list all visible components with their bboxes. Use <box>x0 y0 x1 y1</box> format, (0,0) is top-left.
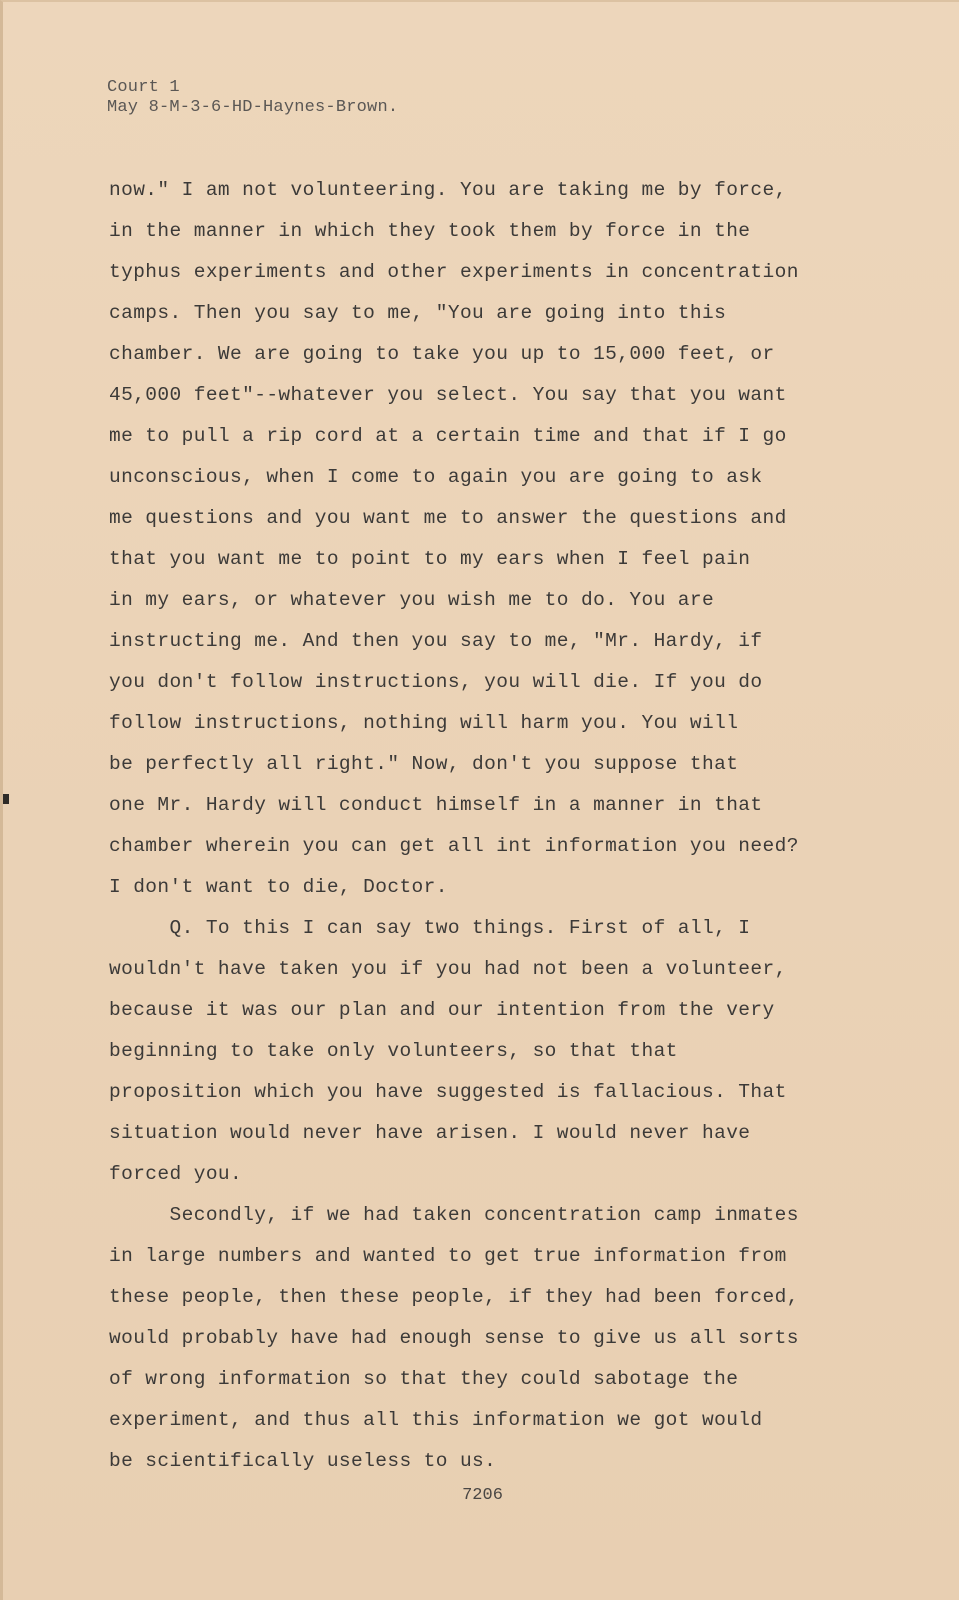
transcript-line: camps. Then you say to me, "You are going into this <box>109 302 727 324</box>
transcript-line: 45,000 feet"--whatever you select. You say that you want <box>109 384 787 406</box>
session-code: May 8-M-3-6-HD-Haynes-Brown. <box>107 98 399 117</box>
transcript-line: typhus experiments and other experiments in concentration <box>109 261 799 283</box>
transcript-line: one Mr. Hardy will conduct himself in a manner in that <box>109 794 763 816</box>
transcript-line: follow instructions, nothing will harm you. You will <box>109 712 739 734</box>
transcript-line: these people, then these people, if they had been forced, <box>109 1286 799 1308</box>
transcript-line: unconscious, when I come to again you are going to ask <box>109 466 763 488</box>
transcript-line: in the manner in which they took them by force in the <box>109 220 751 242</box>
transcript-line: be scientifically useless to us. <box>109 1450 497 1472</box>
transcript-line: situation would never have arisen. I would never have <box>109 1122 751 1144</box>
transcript-line: be perfectly all right." Now, don't you suppose that <box>109 753 739 775</box>
transcript-line: beginning to take only volunteers, so that that <box>109 1040 678 1062</box>
transcript-line: in large numbers and wanted to get true information from <box>109 1245 787 1267</box>
court-label: Court 1 <box>107 78 180 97</box>
transcript-line: you don't follow instructions, you will die. If you do <box>109 671 763 693</box>
document-header <box>107 78 398 118</box>
transcript-line: Q. To this I can say two things. First of all, I <box>109 917 751 939</box>
transcript-line: I don't want to die, Doctor. <box>109 876 448 898</box>
transcript-body <box>109 170 819 1482</box>
edge-mark <box>3 794 9 804</box>
transcript-line: wouldn't have taken you if you had not been a volunteer, <box>109 958 787 980</box>
transcript-line: experiment, and thus all this information we got would <box>109 1409 763 1431</box>
transcript-line: instructing me. And then you say to me, "Mr. Hardy, if <box>109 630 763 652</box>
transcript-line: of wrong information so that they could sabotage the <box>109 1368 739 1390</box>
transcript-line: me questions and you want me to answer the questions and <box>109 507 787 529</box>
transcript-line: now." I am not volunteering. You are taking me by force, <box>109 179 787 201</box>
transcript-line: in my ears, or whatever you wish me to do. You are <box>109 589 715 611</box>
transcript-line: that you want me to point to my ears when I feel pain <box>109 548 751 570</box>
transcript-line: me to pull a rip cord at a certain time and that if I go <box>109 425 787 447</box>
transcript-line: would probably have had enough sense to give us all sorts <box>109 1327 799 1349</box>
transcript-line: chamber wherein you can get all int information you need? <box>109 835 799 857</box>
transcript-line: Secondly, if we had taken concentration camp inmates <box>109 1204 799 1226</box>
transcript-line: chamber. We are going to take you up to 15,000 feet, or <box>109 343 775 365</box>
transcript-line: proposition which you have suggested is fallacious. That <box>109 1081 787 1103</box>
transcript-line: because it was our plan and our intention from the very <box>109 999 775 1021</box>
page-number: 7206 <box>462 1486 503 1505</box>
transcript-line: forced you. <box>109 1163 243 1185</box>
